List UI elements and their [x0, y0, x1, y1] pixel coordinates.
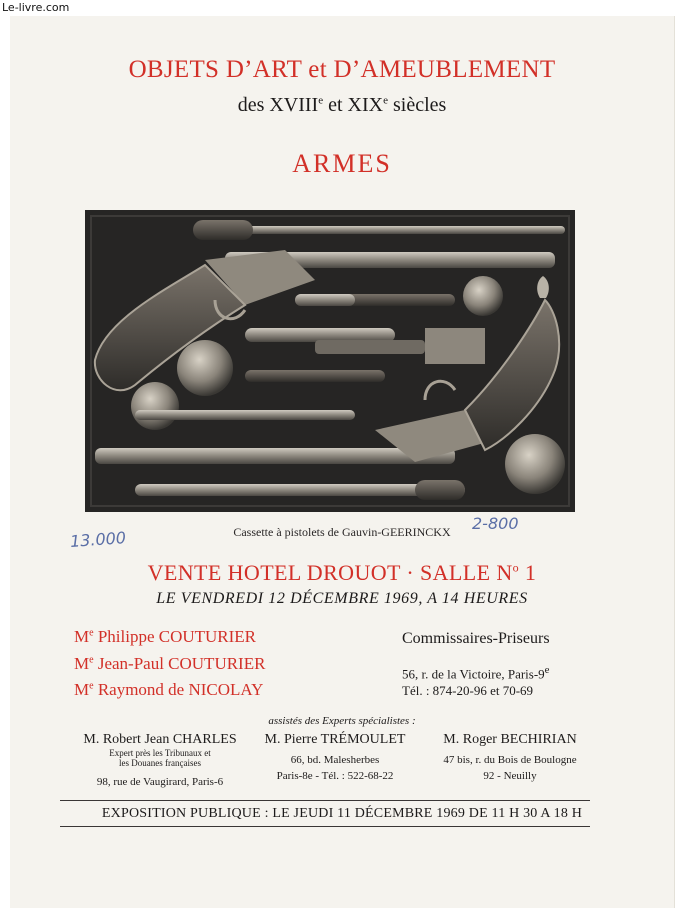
auctioneer-name: Jean-Paul COUTURIER: [93, 654, 266, 673]
auctioneer-prefix: M: [74, 680, 90, 699]
expert-detail: 66, bd. Malesherbes: [290, 754, 380, 766]
subtitle-sup: e: [383, 94, 388, 107]
auctioneer-name: Raymond de NICOLAY: [93, 680, 264, 699]
address-sup: e: [544, 664, 550, 676]
subtitle-sup: e: [318, 94, 324, 107]
handwritten-estimate-note: 2-800: [472, 514, 519, 533]
page-subtitle: [0, 94, 684, 117]
divider-top: [60, 800, 590, 801]
venue-number: 1: [519, 560, 537, 585]
site-watermark: Le-livre.com: [2, 1, 70, 14]
auctioneer-phone: Tél. : 874-20-96 et 70-69: [402, 683, 534, 698]
venue-sup: o: [512, 560, 520, 575]
auctioneer-1: [74, 627, 256, 647]
handwritten-price-note: 13.000: [69, 528, 127, 551]
expert-detail: Expert près les Tribunaux et: [109, 748, 211, 758]
sale-venue: [0, 560, 684, 586]
photo-caption: Cassette à pistolets de Gauvin-GEERINCKX: [233, 525, 451, 539]
expert-2: [250, 732, 420, 782]
expert-address: 92 - Neuilly: [483, 770, 537, 782]
subtitle-part: et XIX: [323, 94, 384, 116]
auctioneer-role: Commissaires-Priseurs: [402, 630, 550, 647]
pistol-case-illustration: [85, 210, 575, 512]
auctioneer-2: [74, 654, 265, 674]
auctioneer-prefix: M: [74, 627, 90, 646]
divider-bottom: [60, 826, 590, 827]
auctioneer-sup: e: [89, 627, 94, 639]
page-title: OBJETS D’ART et D’AMEUBLEMENT: [128, 56, 556, 83]
auctioneer-sup: e: [89, 680, 94, 692]
auctioneer-address: [402, 664, 549, 682]
address-text: 56, r. de la Victoire, Paris-9: [402, 666, 545, 682]
expert-1: [60, 732, 260, 788]
pistol-case-photo: [85, 210, 575, 512]
category-heading: ARMES: [292, 149, 392, 178]
expert-address: Paris-8e - Tél. : 522-68-22: [276, 770, 394, 782]
expert-address: 98, rue de Vaugirard, Paris-6: [96, 776, 224, 788]
auctioneer-3: [74, 680, 263, 700]
subtitle-part: siècles: [387, 94, 447, 116]
auctioneer-name: Philippe COUTURIER: [93, 627, 257, 646]
expert-name: M. Roger BECHIRIAN: [443, 732, 577, 747]
expert-detail: les Douanes françaises: [119, 758, 201, 768]
expert-name: M. Pierre TRÉMOULET: [264, 732, 406, 747]
subtitle-part: des XVIII: [237, 94, 319, 116]
auctioneer-sup: e: [89, 654, 94, 666]
experts-intro: assistés des Experts spécialistes :: [268, 715, 416, 727]
expert-detail: 47 bis, r. du Bois de Boulogne: [443, 754, 577, 766]
expert-3: [420, 732, 600, 782]
sale-date: LE VENDREDI 12 DÉCEMBRE 1969, A 14 HEURES: [156, 590, 528, 607]
expert-name: M. Robert Jean CHARLES: [83, 732, 237, 747]
venue-text: VENTE HOTEL DROUOT · SALLE N: [147, 560, 513, 585]
exposition-notice: EXPOSITION PUBLIQUE : LE JEUDI 11 DÉCEMBRE 1969 DE 11 H 30 A 18 H: [101, 806, 583, 821]
auctioneer-prefix: M: [74, 654, 90, 673]
